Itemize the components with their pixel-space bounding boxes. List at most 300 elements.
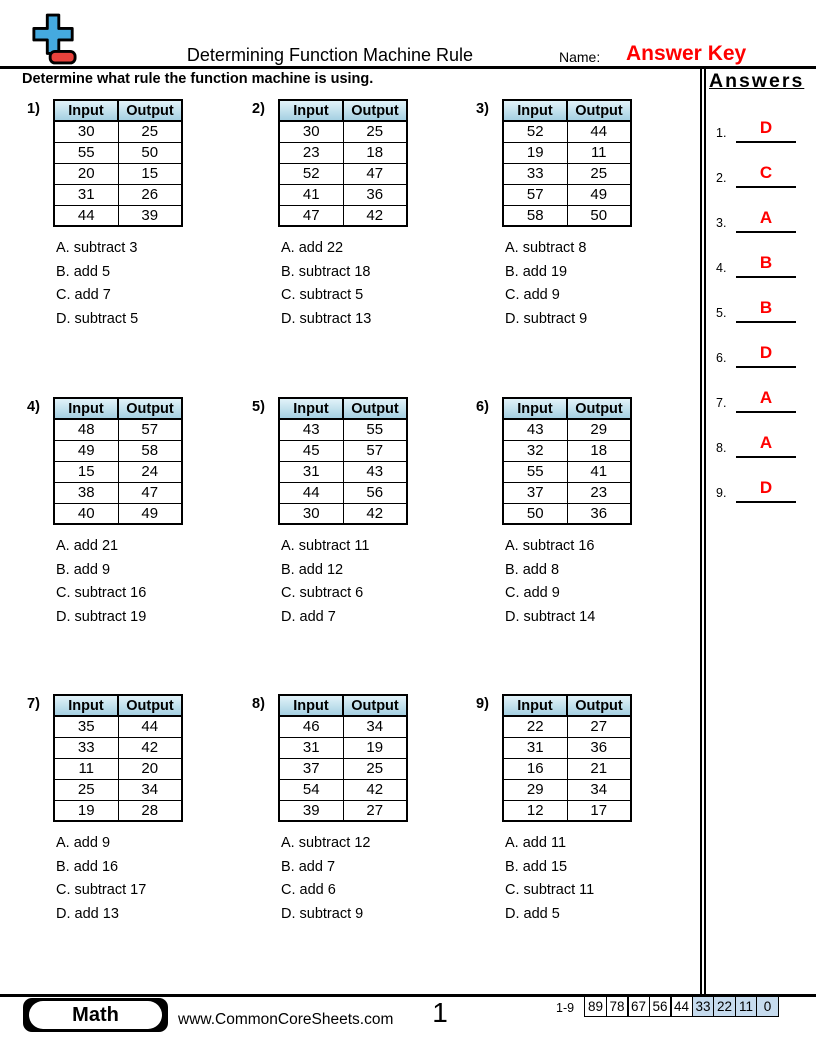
- choice-option: D. subtract 9: [281, 905, 364, 922]
- table-body: [279, 121, 407, 226]
- table-cell: 15: [54, 461, 118, 482]
- table-row: [54, 184, 182, 205]
- table-header-row: [503, 100, 631, 121]
- column-header: Output: [567, 100, 631, 121]
- table-cell: 44: [279, 482, 343, 503]
- table-cell: 34: [567, 779, 631, 800]
- table-cell: 42: [343, 205, 407, 226]
- score-strip: [584, 996, 779, 1017]
- table-cell: 26: [118, 184, 182, 205]
- table-row: [54, 779, 182, 800]
- column-header: Input: [54, 100, 118, 121]
- table-cell: 47: [279, 205, 343, 226]
- column-header: Output: [118, 695, 182, 716]
- answer-number: 2.: [716, 171, 727, 185]
- table-row: [54, 440, 182, 461]
- problem-content: [53, 694, 242, 926]
- choice-option: C. subtract 16: [56, 585, 147, 601]
- table-header-row: [279, 695, 407, 716]
- choice-option: A. add 11: [505, 835, 567, 851]
- choices-list: [505, 832, 691, 926]
- table-cell: 48: [54, 419, 118, 440]
- table-cell: 42: [343, 503, 407, 524]
- table-row: [503, 716, 631, 737]
- table-cell: 50: [567, 205, 631, 226]
- table-cell: 34: [118, 779, 182, 800]
- table-cell: 19: [503, 142, 567, 163]
- problem-number: 7): [27, 696, 40, 712]
- table-cell: 52: [279, 163, 343, 184]
- problem-number: 2): [252, 101, 265, 117]
- answer-letter: A: [736, 388, 796, 413]
- table-cell: 35: [54, 716, 118, 737]
- table-cell: 46: [279, 716, 343, 737]
- table-cell: 43: [503, 419, 567, 440]
- table-cell: 20: [54, 163, 118, 184]
- problem: [476, 99, 691, 331]
- score-range-label: 1-9: [556, 1001, 575, 1015]
- problem-number: 6): [476, 399, 489, 415]
- choices-list: [505, 237, 691, 331]
- table-cell: 29: [567, 419, 631, 440]
- answer-number: 1.: [716, 126, 727, 140]
- table-cell: 36: [343, 184, 407, 205]
- answer-item: [706, 298, 796, 323]
- table-cell: 16: [503, 758, 567, 779]
- table-row: [54, 482, 182, 503]
- answer-letter: A: [736, 433, 796, 458]
- table-row: [279, 737, 407, 758]
- table-row: [279, 800, 407, 821]
- table-cell: 18: [567, 440, 631, 461]
- column-header: Output: [343, 695, 407, 716]
- table-row: [54, 461, 182, 482]
- score-cell: 44: [670, 996, 693, 1017]
- input-output-table: [53, 397, 183, 525]
- choice-option: D. subtract 5: [56, 310, 139, 327]
- table-cell: 33: [54, 737, 118, 758]
- choices-list: [56, 237, 242, 331]
- table-cell: 57: [503, 184, 567, 205]
- table-cell: 44: [54, 205, 118, 226]
- answer-letter: A: [736, 208, 796, 233]
- table-row: [279, 184, 407, 205]
- column-header: Input: [503, 398, 567, 419]
- table-cell: 52: [503, 121, 567, 142]
- table-row: [54, 163, 182, 184]
- page-number: 1: [432, 997, 448, 1028]
- table-cell: 41: [279, 184, 343, 205]
- column-header: Input: [279, 695, 343, 716]
- column-header: Input: [279, 398, 343, 419]
- column-header: Input: [54, 695, 118, 716]
- choices-list: [281, 237, 467, 331]
- choices-list: [56, 535, 242, 629]
- answer-letter: D: [736, 118, 796, 143]
- problem-content: [53, 99, 242, 331]
- input-output-table: [502, 99, 632, 227]
- choice-option: B. subtract 18: [281, 263, 371, 280]
- table-cell: 38: [54, 482, 118, 503]
- table-header-row: [54, 398, 182, 419]
- table-row: [279, 503, 407, 524]
- answer-number: 3.: [716, 216, 727, 230]
- table-cell: 49: [54, 440, 118, 461]
- table-cell: 20: [118, 758, 182, 779]
- table-cell: 40: [54, 503, 118, 524]
- table-body: [503, 419, 631, 524]
- table-row: [279, 419, 407, 440]
- problem-content: [278, 694, 467, 926]
- table-row: [279, 716, 407, 737]
- choice-option: D. subtract 19: [56, 608, 147, 625]
- table-cell: 42: [343, 779, 407, 800]
- choice-option: B. add 12: [281, 561, 344, 578]
- choice-option: B. add 9: [56, 561, 111, 578]
- table-row: [503, 800, 631, 821]
- table-row: [279, 779, 407, 800]
- table-cell: 39: [279, 800, 343, 821]
- table-row: [54, 503, 182, 524]
- table-body: [279, 419, 407, 524]
- table-cell: 23: [279, 142, 343, 163]
- score-cell: 33: [692, 996, 715, 1017]
- table-body: [279, 716, 407, 821]
- table-row: [503, 163, 631, 184]
- table-row: [279, 461, 407, 482]
- table-cell: 47: [118, 482, 182, 503]
- choice-option: D. subtract 13: [281, 310, 372, 327]
- name-label: Name:: [559, 49, 601, 65]
- choice-option: A. add 22: [281, 240, 344, 256]
- table-cell: 57: [118, 419, 182, 440]
- table-cell: 55: [54, 142, 118, 163]
- problem-number: 1): [27, 101, 40, 117]
- choice-option: B. add 15: [505, 858, 568, 875]
- table-cell: 57: [343, 440, 407, 461]
- table-header-row: [54, 695, 182, 716]
- table-cell: 27: [567, 716, 631, 737]
- table-row: [54, 121, 182, 142]
- choice-option: A. add 9: [56, 835, 111, 851]
- table-row: [503, 758, 631, 779]
- table-cell: 31: [54, 184, 118, 205]
- problem: [252, 397, 467, 629]
- table-cell: 42: [118, 737, 182, 758]
- table-cell: 43: [343, 461, 407, 482]
- table-body: [54, 121, 182, 226]
- input-output-table: [502, 397, 632, 525]
- table-cell: 49: [118, 503, 182, 524]
- answer-item: [706, 118, 796, 143]
- table-cell: 25: [567, 163, 631, 184]
- score-cell: 67: [627, 996, 650, 1017]
- problem-content: [278, 99, 467, 331]
- input-output-table: [53, 694, 183, 822]
- table-header-row: [54, 100, 182, 121]
- problem: [27, 99, 242, 331]
- table-row: [54, 205, 182, 226]
- choice-option: D. add 13: [56, 905, 119, 922]
- table-cell: 21: [567, 758, 631, 779]
- score-cell: 56: [649, 996, 672, 1017]
- table-cell: 25: [343, 121, 407, 142]
- table-cell: 31: [279, 737, 343, 758]
- table-row: [503, 779, 631, 800]
- table-row: [279, 121, 407, 142]
- score-cell: 89: [584, 996, 607, 1017]
- table-row: [503, 142, 631, 163]
- problem: [252, 694, 467, 926]
- problem-number: 8): [252, 696, 265, 712]
- choice-option: D. add 5: [505, 905, 560, 922]
- subject-badge-label: Math: [29, 1001, 162, 1029]
- answer-number: 8.: [716, 441, 727, 455]
- choice-option: C. add 9: [505, 287, 560, 303]
- column-header: Output: [343, 398, 407, 419]
- choice-option: A. subtract 8: [505, 240, 587, 256]
- choices-list: [505, 535, 691, 629]
- table-header-row: [503, 695, 631, 716]
- problem-content: [278, 397, 467, 629]
- answers-panel: [700, 69, 816, 994]
- table-cell: 30: [54, 121, 118, 142]
- choice-option: D. subtract 14: [505, 608, 596, 625]
- table-cell: 39: [118, 205, 182, 226]
- choice-option: A. subtract 3: [56, 240, 138, 256]
- score-cell: 11: [735, 996, 758, 1017]
- table-cell: 36: [567, 737, 631, 758]
- table-row: [54, 800, 182, 821]
- table-cell: 17: [567, 800, 631, 821]
- choice-option: B. add 16: [56, 858, 119, 875]
- table-cell: 56: [343, 482, 407, 503]
- problem-content: [502, 694, 691, 926]
- table-cell: 23: [567, 482, 631, 503]
- table-row: [503, 503, 631, 524]
- table-cell: 49: [567, 184, 631, 205]
- table-cell: 31: [503, 737, 567, 758]
- answer-item: [706, 388, 796, 413]
- problem: [252, 99, 467, 331]
- choice-option: A. subtract 16: [505, 538, 595, 554]
- table-row: [503, 461, 631, 482]
- table-cell: 58: [503, 205, 567, 226]
- problem-content: [502, 99, 691, 331]
- choice-option: C. subtract 11: [505, 882, 595, 898]
- table-cell: 24: [118, 461, 182, 482]
- table-cell: 50: [503, 503, 567, 524]
- input-output-table: [53, 99, 183, 227]
- choices-list: [56, 832, 242, 926]
- table-header-row: [503, 398, 631, 419]
- table-cell: 54: [279, 779, 343, 800]
- table-row: [279, 482, 407, 503]
- table-row: [54, 737, 182, 758]
- answer-number: 9.: [716, 486, 727, 500]
- table-cell: 34: [343, 716, 407, 737]
- answer-item: [706, 208, 796, 233]
- answer-number: 6.: [716, 351, 727, 365]
- answer-letter: B: [736, 253, 796, 278]
- answer-item: [706, 433, 796, 458]
- choice-option: C. subtract 6: [281, 585, 364, 601]
- table-cell: 28: [118, 800, 182, 821]
- table-cell: 25: [343, 758, 407, 779]
- table-cell: 36: [567, 503, 631, 524]
- table-cell: 25: [118, 121, 182, 142]
- answers-panel-title: Answers: [709, 70, 805, 92]
- table-cell: 22: [503, 716, 567, 737]
- choices-list: [281, 832, 467, 926]
- table-row: [503, 419, 631, 440]
- column-header: Input: [503, 100, 567, 121]
- table-cell: 44: [118, 716, 182, 737]
- table-cell: 47: [343, 163, 407, 184]
- table-cell: 12: [503, 800, 567, 821]
- answer-letter: B: [736, 298, 796, 323]
- table-row: [54, 758, 182, 779]
- answer-letter: D: [736, 343, 796, 368]
- table-row: [503, 440, 631, 461]
- column-header: Input: [279, 100, 343, 121]
- table-row: [279, 142, 407, 163]
- table-cell: 58: [118, 440, 182, 461]
- table-body: [54, 716, 182, 821]
- table-cell: 32: [503, 440, 567, 461]
- answer-letter: C: [736, 163, 796, 188]
- answer-item: [706, 163, 796, 188]
- problem-number: 9): [476, 696, 489, 712]
- table-row: [503, 482, 631, 503]
- choice-option: B. add 7: [281, 858, 336, 875]
- problem-content: [502, 397, 691, 629]
- choice-option: C. subtract 5: [281, 287, 364, 303]
- choice-option: C. add 9: [505, 585, 560, 601]
- choice-option: A. add 21: [56, 538, 119, 554]
- table-header-row: [279, 100, 407, 121]
- choice-option: B. add 8: [505, 561, 560, 578]
- table-row: [54, 716, 182, 737]
- choice-option: B. add 19: [505, 263, 568, 280]
- table-row: [503, 121, 631, 142]
- table-row: [279, 163, 407, 184]
- choice-option: D. add 7: [281, 608, 336, 625]
- table-cell: 18: [343, 142, 407, 163]
- answer-number: 7.: [716, 396, 727, 410]
- column-header: Output: [343, 100, 407, 121]
- table-row: [54, 419, 182, 440]
- answer-letter: D: [736, 478, 796, 503]
- website-url: www.CommonCoreSheets.com: [178, 1011, 394, 1028]
- column-header: Input: [54, 398, 118, 419]
- answer-key-label: Answer Key: [626, 42, 747, 65]
- table-cell: 11: [567, 142, 631, 163]
- problem-content: [53, 397, 242, 629]
- input-output-table: [278, 397, 408, 525]
- table-row: [279, 440, 407, 461]
- table-cell: 43: [279, 419, 343, 440]
- table-cell: 55: [503, 461, 567, 482]
- input-output-table: [502, 694, 632, 822]
- table-row: [279, 758, 407, 779]
- table-cell: 29: [503, 779, 567, 800]
- table-row: [54, 142, 182, 163]
- table-body: [54, 419, 182, 524]
- problem-number: 4): [27, 399, 40, 415]
- score-cell: 78: [606, 996, 629, 1017]
- column-header: Output: [118, 398, 182, 419]
- table-cell: 19: [343, 737, 407, 758]
- problem-number: 3): [476, 101, 489, 117]
- table-row: [503, 184, 631, 205]
- column-header: Input: [503, 695, 567, 716]
- page-title: Determining Function Machine Rule: [186, 45, 474, 65]
- column-header: Output: [567, 398, 631, 419]
- table-cell: 30: [279, 121, 343, 142]
- table-body: [503, 716, 631, 821]
- answer-number: 5.: [716, 306, 727, 320]
- choice-option: C. add 6: [281, 882, 336, 898]
- table-cell: 45: [279, 440, 343, 461]
- choice-option: A. subtract 11: [281, 538, 370, 554]
- problem: [476, 397, 691, 629]
- table-body: [503, 121, 631, 226]
- table-cell: 30: [279, 503, 343, 524]
- subject-badge: [23, 998, 168, 1032]
- column-header: Output: [118, 100, 182, 121]
- column-header: Output: [567, 695, 631, 716]
- table-row: [503, 205, 631, 226]
- answer-number: 4.: [716, 261, 727, 275]
- problem: [27, 397, 242, 629]
- answer-item: [706, 478, 796, 503]
- input-output-table: [278, 99, 408, 227]
- table-cell: 11: [54, 758, 118, 779]
- problem-number: 5): [252, 399, 265, 415]
- table-cell: 19: [54, 800, 118, 821]
- table-row: [279, 205, 407, 226]
- instruction-text: Determine what rule the function machine is using.: [22, 71, 374, 87]
- table-cell: 27: [343, 800, 407, 821]
- table-cell: 44: [567, 121, 631, 142]
- table-cell: 15: [118, 163, 182, 184]
- table-cell: 33: [503, 163, 567, 184]
- choice-option: B. add 5: [56, 263, 111, 280]
- answer-item: [706, 343, 796, 368]
- table-cell: 37: [503, 482, 567, 503]
- table-cell: 31: [279, 461, 343, 482]
- input-output-table: [278, 694, 408, 822]
- score-cell: 0: [756, 996, 779, 1017]
- table-cell: 41: [567, 461, 631, 482]
- table-row: [503, 737, 631, 758]
- table-cell: 50: [118, 142, 182, 163]
- choice-option: C. subtract 17: [56, 882, 147, 898]
- choice-option: C. add 7: [56, 287, 111, 303]
- choice-option: D. subtract 9: [505, 310, 588, 327]
- choices-list: [281, 535, 467, 629]
- choice-option: A. subtract 12: [281, 835, 371, 851]
- answer-item: [706, 253, 796, 278]
- problem: [27, 694, 242, 926]
- score-cell: 22: [713, 996, 736, 1017]
- table-cell: 25: [54, 779, 118, 800]
- table-cell: 55: [343, 419, 407, 440]
- table-header-row: [279, 398, 407, 419]
- table-cell: 37: [279, 758, 343, 779]
- problem: [476, 694, 691, 926]
